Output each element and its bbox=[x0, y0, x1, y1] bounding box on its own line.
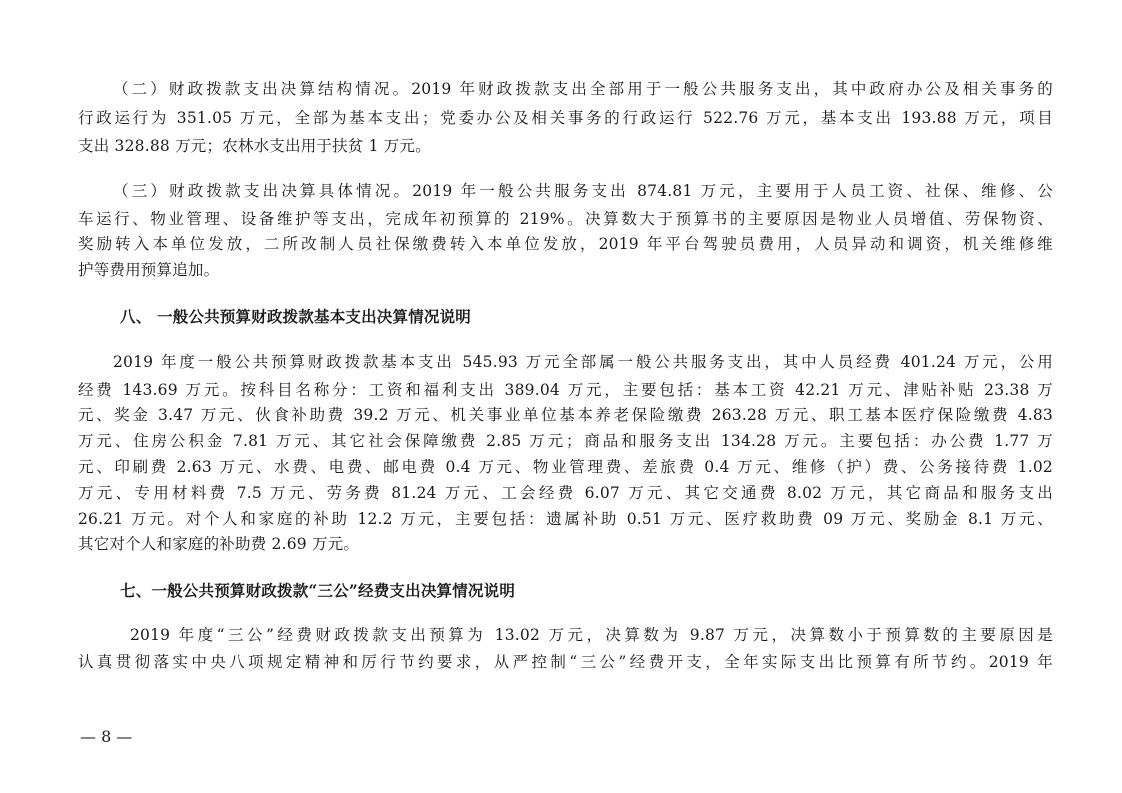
paragraph-line: 元、奖金 3.47 万元、伙食补助费 39.2 万元、机关事业单位基本养老保险缴费 263.28 万元、职工基本医疗保险缴费 4.83 bbox=[78, 406, 1053, 424]
paragraph-line: 万元、专用材料费 7.5 万元、劳务费 81.24 万元、工会经费 6.07 万元、其它交通费 8.02 万元，其它商品和服务支出 bbox=[78, 484, 1053, 502]
paragraph-line: 经费 143.69 万元。按科目名称分：工资和福利支出 389.04 万元，主要包括：基本工资 42.21 万元、津贴补贴 23.38 万 bbox=[78, 381, 1053, 399]
paragraph-line: （二）财政拨款支出决算结构情况。2019 年财政拨款支出全部用于一般公共服务支出，其中政府办公及相关事务的 bbox=[113, 80, 1053, 98]
page-number: — 8 — bbox=[80, 727, 133, 746]
paragraph-line: 万元、住房公积金 7.81 万元、其它社会保障缴费 2.85 万元；商品和服务支出 134.28 万元。主要包括：办公费 1.77 万 bbox=[78, 432, 1053, 450]
paragraph-line: 车运行、物业管理、设备维护等支出，完成年初预算的 219%。决算数大于预算书的主要原因是物业人员增值、劳保物资、 bbox=[78, 210, 1053, 228]
section-heading: 七、一般公共预算财政拨款“三公”经费支出决算情况说明 bbox=[120, 581, 516, 600]
paragraph-line: 行政运行为 351.05 万元，全部为基本支出；党委办公及相关事务的行政运行 522.76 万元，基本支出 193.88 万元，项目 bbox=[78, 109, 1053, 127]
paragraph-line: 2019 年度“三公”经费财政拨款支出预算为 13.02 万元，决算数为 9.87 万元，决算数小于预算数的主要原因是 bbox=[130, 626, 1053, 644]
paragraph-line: 认真贯彻落实中央八项规定精神和厉行节约要求，从严控制“三公”经费开支，全年实际支出比预算有所节约。2019 年 bbox=[78, 653, 1053, 671]
paragraph-line: 2019 年度一般公共预算财政拨款基本支出 545.93 万元全部属一般公共服务支出，其中人员经费 401.24 万元，公用 bbox=[113, 353, 1053, 371]
paragraph-line: 奖励转入本单位发放，二所改制人员社保缴费转入本单位发放，2019 年平台驾驶员费用，人员异动和调资，机关维修维 bbox=[78, 235, 1053, 253]
paragraph-line: 支出 328.88 万元；农林水支出用于扶贫 1 万元。 bbox=[78, 137, 431, 155]
paragraph-line: （三）财政拨款支出决算具体情况。2019 年一般公共服务支出 874.81 万元，主要用于人员工资、社保、维修、公 bbox=[113, 182, 1053, 200]
paragraph-line: 护等费用预算追加。 bbox=[78, 261, 220, 279]
paragraph-line: 元、印刷费 2.63 万元、水费、电费、邮电费 0.4 万元、物业管理费、差旅费 0.4 万元、维修（护）费、公务接待费 1.02 bbox=[78, 458, 1053, 476]
paragraph-line: 26.21 万元。对个人和家庭的补助 12.2 万元，主要包括：遗属补助 0.51 万元、医疗救助费 09 万元、奖励金 8.1 万元、 bbox=[78, 510, 1053, 528]
section-heading: 八、 一般公共预算财政拨款基本支出决算情况说明 bbox=[120, 307, 471, 326]
paragraph-line: 其它对个人和家庭的补助费 2.69 万元。 bbox=[78, 535, 360, 553]
